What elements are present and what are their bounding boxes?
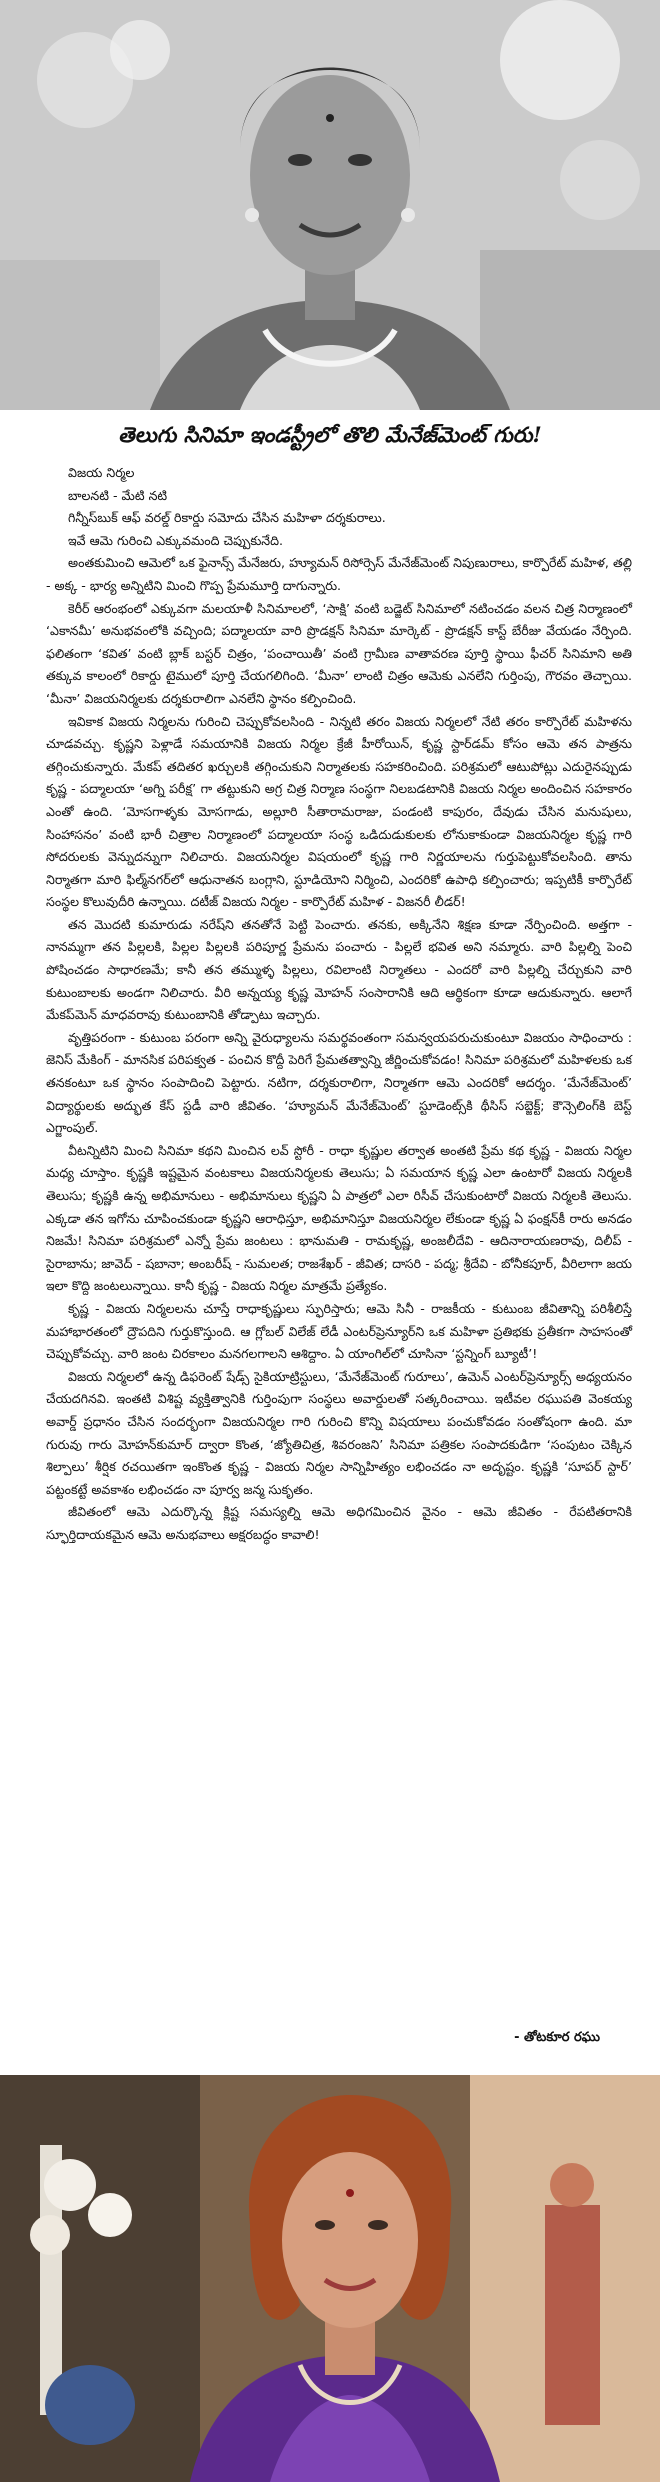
article-paragraph: కెరీర్ ఆరంభంలో ఎక్కువగా మలయాళీ సినిమాలలో, ‘సాక్షి’ వంటి బడ్జెట్ సినిమాలో నటించడం వలన చిత్ర నిర్మాణంలో ‘ఎకానమీ’ అనుభవంలోకి వచ్చింది; పద్మాలయా వారి ప్రొడక్షన్ సినిమా మార్కెట్ - ప్రొడక్షన్ కాస్ట్ బేరీజు వేయడం నేర్పింది. ఫలితంగా ‘కవిత’ వంటి బ్లాక్ బస్టర్ చిత్రం, ‘పంచాయితీ’ వంటి గ్రామీణ వాతావరణ పూర్తి స్థాయి ఫీచర్ సినిమాని అతి తక్కువ కాలంలో రికార్డు టైములో పూర్తి చేయగలిగింది. ‘మీనా’ లాంటి చిత్రం ఆమెకు ఎనలేని గుర్తింపు, గౌరవం తెచ్చాయి. ‘మీనా’ విజయనిర్మలకు దర్శకురాలిగా ఎనలేని స్థానం కల్పించింది. [46,600,632,706]
intro-line: ఇవే ఆమె గురించి ఎక్కువమంది చెప్పుకునేది. [68,532,284,548]
article-paragraph: అంతకుమించి ఆమెలో ఒక ఫైనాన్స్ మేనేజరు, హ్యూమన్ రిసోర్సెస్ మేనేజ్‌మెంట్ నిపుణురాలు, కార్పొరేట్ మహిళ, తల్లి - అక్క - భార్య అన్నిటిని మించి గొప్ప ప్రేమమూర్తి దాగున్నారు. [46,555,632,593]
article-paragraph: జీవితంలో ఆమె ఎదుర్కొన్న క్లిష్ట సమస్యల్ని ఆమె అధిగమించిన వైనం - ఆమె జీవితం - రేపటితరానికి స్ఫూర్తిదాయకమైన ఆమె అనుభవాలు అక్షరబద్ధం కావాలి! [46,1504,632,1542]
article-photo-top [0,0,660,410]
article-body [46,462,632,1547]
article-headline: తెలుగు సినిమా ఇండస్ట్రీలో తొలి మేనేజ్‌మెంట్ గురు! [118,422,542,447]
intro-line: గిన్నీస్‌బుక్ ఆఫ్ వరల్డ్ రికార్డు సమోదు చేసిన మహిళా దర్శకురాలు. [68,510,386,526]
article-intro [46,462,632,552]
portrait-photo-color [0,2075,660,2482]
article-paragraph: వీటన్నిటిని మించి సినిమా కథని మించిన లవ్ స్టోరీ - రాధా కృష్ణుల తర్వాత అంతటి ప్రేమ కథ కృష్ణ - విజయ నిర్మల మధ్య చూస్తాం. కృష్ణకి ఇష్టమైన వంటకాలు విజయనిర్మలకు తెలుసు; ఏ సమయాన కృష్ణ ఎలా ఉంటారో విజయ నిర్మలకి తెలుసు; కృష్ణకి ఉన్న అభిమానులు - అభిమానులు కృష్ణని ఏ పాత్రలో ఎలా రిసీవ్ చేసుకుంటారో విజయ నిర్మలకి తెలుసు. ఎక్కడా తన ఇగోను చూపించకుండా కృష్ణని ఆరాధిస్తూ, అభిమానిస్తూ విజయనిర్మల లేకుండా కృష్ణ ఏ ఫంక్షన్‌కీ రారు అనడం నిజమే! సినిమా పరిశ్రమలో ఎన్నో ప్రేమ జంటలు : భానుమతి - రామకృష్ణ, అంజలీదేవి - ఆదినారాయణరావు, దిలీప్ - సైరాబాను; జావెద్ - షబానా; అంబరీష్ - సుమలత; రాజశేఖర్ - జీవిత; దాసరి - పద్మ; శ్రీదేవి - బోనీకపూర్, వీరిలాగా జయ ఇలా కొద్ది జంటలున్నాయి. కానీ కృష్ణ - విజయ నిర్మల మాత్రమే ప్రత్యేకం. [46,1142,632,1294]
article-paragraph: ఇవికాక విజయ నిర్మలను గురించి చెప్పుకోవలసింది - నిన్నటి తరం విజయ నిర్మలలో నేటి తరం కార్పొరేట్ మహిళను చూడవచ్చు. కృష్ణని పెళ్లాడే సమయానికి విజయ నిర్మల క్రేజీ హీరోయిన్, కృష్ణ స్టార్‌డమ్ కోసం ఆమె తన పాత్రను తగ్గించుకున్నారు. మేకప్ తదితర ఖర్చులకి తగ్గించుకుని నిర్మాతలకు సహకరించింది. పరిశ్రమలో ఆటుపోట్లు ఎదురైనప్పుడు కృష్ణ - పద్మాలయా ‘అగ్ని పరీక్ష’ గా తట్టుకుని అగ్ర చిత్ర నిర్మాణ సంస్థగా నిలబడటానికి విజయ నిర్మల అందించిన సహకారం ఎంతో ఉంది. ‘మోసగాళ్ళకు మోసగాడు, అల్లూరి సీతారామరాజు, పండంటి కాపురం, దేవుడు చేసిన మనుషులు, సింహాసనం’ వంటి భారీ చిత్రాల నిర్మాణంలో పద్మాలయా సంస్థ ఒడిదుడుకులకు లోనుకాకుండా విజయనిర్మల కృష్ణ గారి సోదరులకు వెన్నుదన్నుగా నిలిచారు. విజయనిర్మల విషయంలో కృష్ణ గారి నిర్ణయాలను గుర్తుపెట్టుకోవలసింది. తాను నిర్మాతగా మారి ఫిల్మ్‌నగర్‌లో ఆధునాతన బంగ్లాని, స్టూడియోని నిర్మించి, ఎందరికో ఉపాధి కల్పించారు; ఇప్పటికీ కార్పొరేట్ సంస్థల కొలువుదీరి ఉన్నాయి. దటీజ్ విజయ నిర్మల - కార్పొరేట్ మహిళ - విజనరీ లీడర్! [46,713,632,910]
article-paragraph: వృత్తిపరంగా - కుటుంబ పరంగా అన్ని వైరుధ్యాలను సమర్థవంతంగా సమన్వయపరుచుకుంటూ విజయం సాధించారు : జెనిస్ మేకింగ్ - మానసిక పరిపక్వత - పంచిన కొద్దీ పెరిగే ప్రేమతత్వాన్ని జీర్ణించుకోవడం! సినిమా పరిశ్రమలో మహిళలకు ఒక తనకంటూ ఒక స్థానం సంపాదించి పెట్టారు. నటిగా, దర్శకురాలిగా, నిర్మాతగా ఆమె ఎందరికో ఆదర్శం. ‘మేనేజ్‌మెంట్’ విద్యార్థులకు అద్భుత కేస్ స్టడీ వారి జీవితం. ‘హ్యూమన్ మేనేజ్‌మెంట్’ స్టూడెంట్స్‌కి థీసిస్ సబ్జెక్ట్; కౌన్సెలింగ్‌కి బెస్ట్ ఎగ్జాంపుల్. [46,1029,632,1136]
intro-line: బాలనటి - మేటి నటి [68,487,168,503]
article-photo-bottom [0,2075,660,2482]
article-author-signature: - తోటకూర రఘు [514,2030,600,2045]
portrait-photo-grayscale [0,0,660,410]
article-paragraph: విజయ నిర్మలలో ఉన్న డిఫరెంట్ షేడ్స్ సైకియాట్రిస్టులు, ‘మేనేజ్‌మెంట్ గురూలు’, ఉమెన్ ఎంటర్‌ప్రెన్యూర్స్ అధ్యయనం చేయదగినవి. ఇంతటి విశిష్ట వ్యక్తిత్వానికి గుర్తింపుగా సంస్థలు అవార్డులతో సత్కరించాయి. ఇటీవల రఘుపతి వెంకయ్య అవార్డ్ ప్రధానం చేసిన సందర్భంగా విజయనిర్మల గారి గురించి కొన్ని విషయాలు పంచుకోవడం సంతోషంగా ఉంది. మా గురువు గారు మోహన్‌కుమార్ ద్వారా కొంత, ‘జ్యోతిచిత్ర, శివరంజని’ సినిమా పత్రికల సంపాదకుడిగా ‘సంపుటం చెక్కిన శిల్పాలు’ శీర్షిక రచయితగా ఇంకొంత కృష్ణ - విజయ నిర్మల సాన్నిహిత్యం లభించడం నా అదృష్టం. కృష్ణకి ‘సూపర్ స్టార్’ పట్టంకట్టే అవకాశం లభించడం నా పూర్వ జన్మ సుకృతం. [46,1368,632,1497]
article-paragraph: కృష్ణ - విజయ నిర్మలలను చూస్తే రాధాకృష్ణులు స్ఫురిస్తారు; ఆమె సినీ - రాజకీయ - కుటుంబ జీవితాన్ని పరిశీలిస్తే మహాభారతంలో ద్రౌపదిని గుర్తుకొస్తుంది. ఆ గ్లోబల్ విలేజ్ లేడీ ఎంటర్‌ప్రెన్యూర్‌ని ఒక మహిళా ప్రతిభకు ప్రతీకగా సాహసంతో చెప్పుకోవచ్చు. వారి జంట చిరకాలం మనగలగాలని ఆశిద్దాం. ఏ యాంగిల్‌లో చూసినా ‘స్టన్నింగ్ బ్యూటీ’! [46,1300,632,1362]
article-paragraph: తన మొదటి కుమారుడు నరేష్‌ని తనతోనే పెట్టి పెంచారు. తనకు, అక్కినేని శిక్షణ కూడా నేర్పించింది. అత్తగా - నానమ్మగా తన పిల్లలకి, పిల్లల పిల్లలకి పరిపూర్ణ ప్రేమను పంచారు - పిల్లలే భవిత అని నమ్మారు. వారి పిల్లల్ని పెంచి పోషించడం సాధారణమే; కానీ తన తమ్ముళ్ళ పిల్లలు, రవిలాంటి నిర్మాతలు - ఎందరో వారి పిల్లల్ని చేర్చుకుని వారి కుటుంబాలకు అండగా నిలిచారు. వీరి అన్నయ్య కృష్ణ మోహన్ సంసారానికి ఆది ఆర్థికంగా కూడా ఆదుకున్నారు. ఆలాగే మేకప్‌మెన్ మాధవరావు కుటుంబానికి తోడ్పాటు ఇచ్చారు. [46,916,632,1023]
intro-line: విజయ నిర్మల [68,465,135,480]
